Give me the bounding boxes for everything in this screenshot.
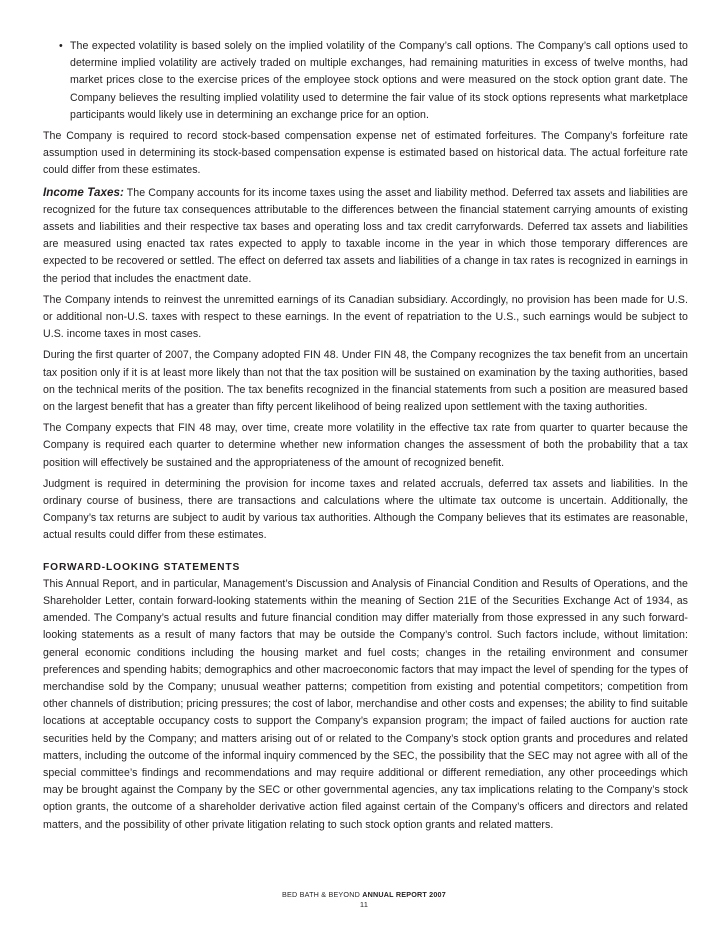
page-body <box>43 38 688 838</box>
page-number: 11 <box>359 900 369 909</box>
paragraph-judgment: Judgment is required in determining the provision for income taxes and related accruals, deferred tax assets and liabilities. In the ordinary course of business, there are transactions and calculations where the ultimate tax outcome is uncertain. Additionally, the Company’s tax returns are subject to audit by various tax authorities. Although the Company believes that its estimates are reasonable, actual results could differ from these estimates. <box>43 477 688 542</box>
bullet-text: The expected volatility is based solely on the implied volatility of the Company’s call options. The Company’s call options used to determine implied volatility are actively traded on multiple exchanges, had remaining maturities in excess of twelve months, had market prices close to the exercise prices of the employee stock options and were measured on the stock option grant date. The Company believes the resulting implied volatility used to determine the fair value of its stock options represents what marketplace participants would likely use in determining an exchange price for an option. <box>70 40 688 121</box>
page-footer <box>0 890 728 910</box>
bullet-volatility <box>43 38 688 124</box>
paragraph-fin48: During the first quarter of 2007, the Company adopted FIN 48. Under FIN 48, the Company recognizes the tax benefit from an uncertain tax position only if it is at least more likely than not that the tax position will be sustained on examination by the taxing authorities, based on the technical merits of the position. The tax benefits recognized in the financial statements from such a position are measured based on the largest benefit that has a greater than fifty percent likelihood of being realized upon settlement with the taxing authorities. <box>43 349 688 414</box>
section-title-forward-looking: FORWARD-LOOKING STATEMENTS <box>43 561 241 573</box>
paragraph-canadian-subsidiary: The Company intends to reinvest the unremitted earnings of its Canadian subsidiary. Accordingly, no provision has been made for U.S. or additional non-U.S. taxes with respect to these earnings. In the event of repatriation to the U.S., such earnings would be subject to U.S. income taxes in most cases. <box>43 293 688 341</box>
paragraph-tax-volatility: The Company expects that FIN 48 may, over time, create more volatility in the effective tax rate from quarter to quarter because the Company is required each quarter to determine whether new information changes the assessment of both the probability that a tax position will effectively be sustained and the appropriateness of the amount of recognized benefit. <box>43 422 688 469</box>
income-taxes-text: The Company accounts for its income taxes using the asset and liability method. Deferred tax assets and liabilities are recognized for the future tax consequences attributable to the differences between the financial statement carrying amounts of existing assets and liabilities and their respective tax bases and operating loss and tax credit carryforwards. Deferred tax assets and liabilities are measured using enacted tax rates expected to apply to taxable income in the year in which those temporary differences are expected to be recovered or settled. The effect on deferred tax assets and liabilities of a change in tax rates is recognized in earnings in the period that includes the enactment date. <box>43 186 688 285</box>
income-taxes-heading: Income Taxes: <box>43 185 124 199</box>
paragraph-forfeiture: The Company is required to record stock-based compensation expense net of estimated forfeitures. The Company’s forfeiture rate assumption used in determining its stock-based compensation expense is estimated based on historical data. The actual forfeiture rate could differ from these estimates. <box>43 130 688 177</box>
paragraph-income-taxes <box>43 184 688 288</box>
footer-company: BED BATH & BEYOND <box>282 890 360 899</box>
footer-report-title: ANNUAL REPORT 2007 <box>362 890 446 899</box>
paragraph-forward-looking: This Annual Report, and in particular, Management’s Discussion and Analysis of Financial Condition and Results of Operations, and the Shareholder Letter, contain forward-looking statements within the meaning of Section 21E of the Securities Exchange Act of 1934, as amended. The Company’s actual results and future financial condition may differ materially from those expressed in any such forward-looking statements as a result of many factors that may be outside the Company’s control. Such factors include, without limitation: general economic conditions including the housing market and fuel costs; changes in the retailing environment and consumer preferences and spending habits; demographics and other macroeconomic factors that may impact the level of spending for the types of merchandise sold by the Company; unusual weather patterns; competition from existing and potential competitors; competition from other channels of distribution; pricing pressures; the cost of labor, merchandise and other costs and expenses; the ability to find suitable locations at acceptable occupancy costs to support the Company’s expansion program; the impact of failed auctions for auction rate securities held by the Company; and matters arising out of or related to the Company’s stock option grants and procedures and related matters, including the outcome of the informal inquiry commenced by the SEC, the possibility that the SEC may not agree with all of the special committee’s findings and recommendations and may require additional or different remediation, any other proceedings which may be brought against the Company by the SEC or other governmental agencies, any tax implications relating to the Company’s stock option grants, the outcome of a shareholder derivative action filed against certain of the Company’s officers and directors and related matters, and the possibility of other private litigation relating to such stock option grants and related matters. <box>43 577 688 831</box>
bullet-icon: • <box>59 40 63 52</box>
